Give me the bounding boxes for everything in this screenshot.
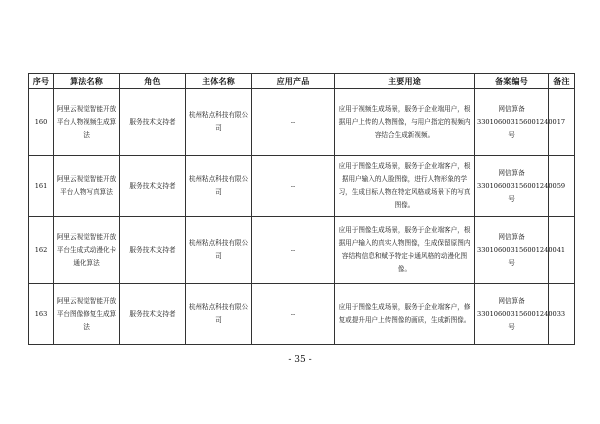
main-use-cell: 应用于图像生成场景，服务于企业端客户，根据用户输入的真实人物图像，生成保留原图内容结构信息和赋予特定卡通风格的动漫化图像。: [335, 217, 475, 284]
table-row: [29, 284, 575, 345]
role-cell: 服务技术支持者: [120, 217, 186, 284]
row-number: 162: [29, 217, 54, 284]
product-cell: --: [252, 284, 335, 345]
header-product: 应用产品: [252, 74, 335, 89]
header-remark: 备注: [549, 74, 575, 89]
filing-number-cell: 网信算备330106003156001240033号: [475, 284, 549, 345]
table-row: [29, 89, 575, 156]
header-filing-number: 备案编号: [475, 74, 549, 89]
table-row: [29, 217, 575, 284]
main-use-cell: 应用于图像生成场景，服务于企业端客户，修复或提升用户上传图像的画质，生成新图像。: [335, 284, 475, 345]
entity-cell: 杭州粘点科技有限公司: [186, 217, 252, 284]
product-cell: --: [252, 217, 335, 284]
filing-number-cell: 网信算备330106003156001240041号: [475, 217, 549, 284]
main-use-cell: 应用于图像生成场景，服务于企业端客户，根据用户输入的人脸图像，进行人物形象的学习，生成目标人物在特定风格或场景下的写真图像。: [335, 156, 475, 217]
header-entity: 主体名称: [186, 74, 252, 89]
role-cell: 服务技术支持者: [120, 89, 186, 156]
product-cell: --: [252, 89, 335, 156]
header-role: 角色: [120, 74, 186, 89]
entity-cell: 杭州粘点科技有限公司: [186, 156, 252, 217]
header-no: 序号: [29, 74, 54, 89]
header-main-use: 主要用途: [335, 74, 475, 89]
product-cell: --: [252, 156, 335, 217]
header-algorithm-name: 算法名称: [54, 74, 120, 89]
algorithm-name: 阿里云视觉智能开放平台图像修复生成算法: [54, 284, 120, 345]
algorithm-name: 阿里云视觉智能开放平台人物写真算法: [54, 156, 120, 217]
page-number: - 35 -: [288, 355, 312, 365]
row-number: 160: [29, 89, 54, 156]
algorithm-filing-table: [28, 73, 575, 345]
filing-number-cell: 网信算备330106003156001240059号: [475, 156, 549, 217]
role-cell: 服务技术支持者: [120, 284, 186, 345]
row-number: 163: [29, 284, 54, 345]
row-number: 161: [29, 156, 54, 217]
filing-number-cell: 网信算备330106003156001240017号: [475, 89, 549, 156]
entity-cell: 杭州粘点科技有限公司: [186, 284, 252, 345]
main-use-cell: 应用于视频生成场景，服务于企业端用户，根据用户上传的人物图像，与用户指定的视频内容结合生成新视频。: [335, 89, 475, 156]
table-row: [29, 156, 575, 217]
algorithm-name: 阿里云视觉智能开放平台人物视频生成算法: [54, 89, 120, 156]
table-header-row: [29, 74, 575, 89]
entity-cell: 杭州粘点科技有限公司: [186, 89, 252, 156]
role-cell: 服务技术支持者: [120, 156, 186, 217]
algorithm-name: 阿里云视觉智能开放平台生成式动漫化卡通化算法: [54, 217, 120, 284]
